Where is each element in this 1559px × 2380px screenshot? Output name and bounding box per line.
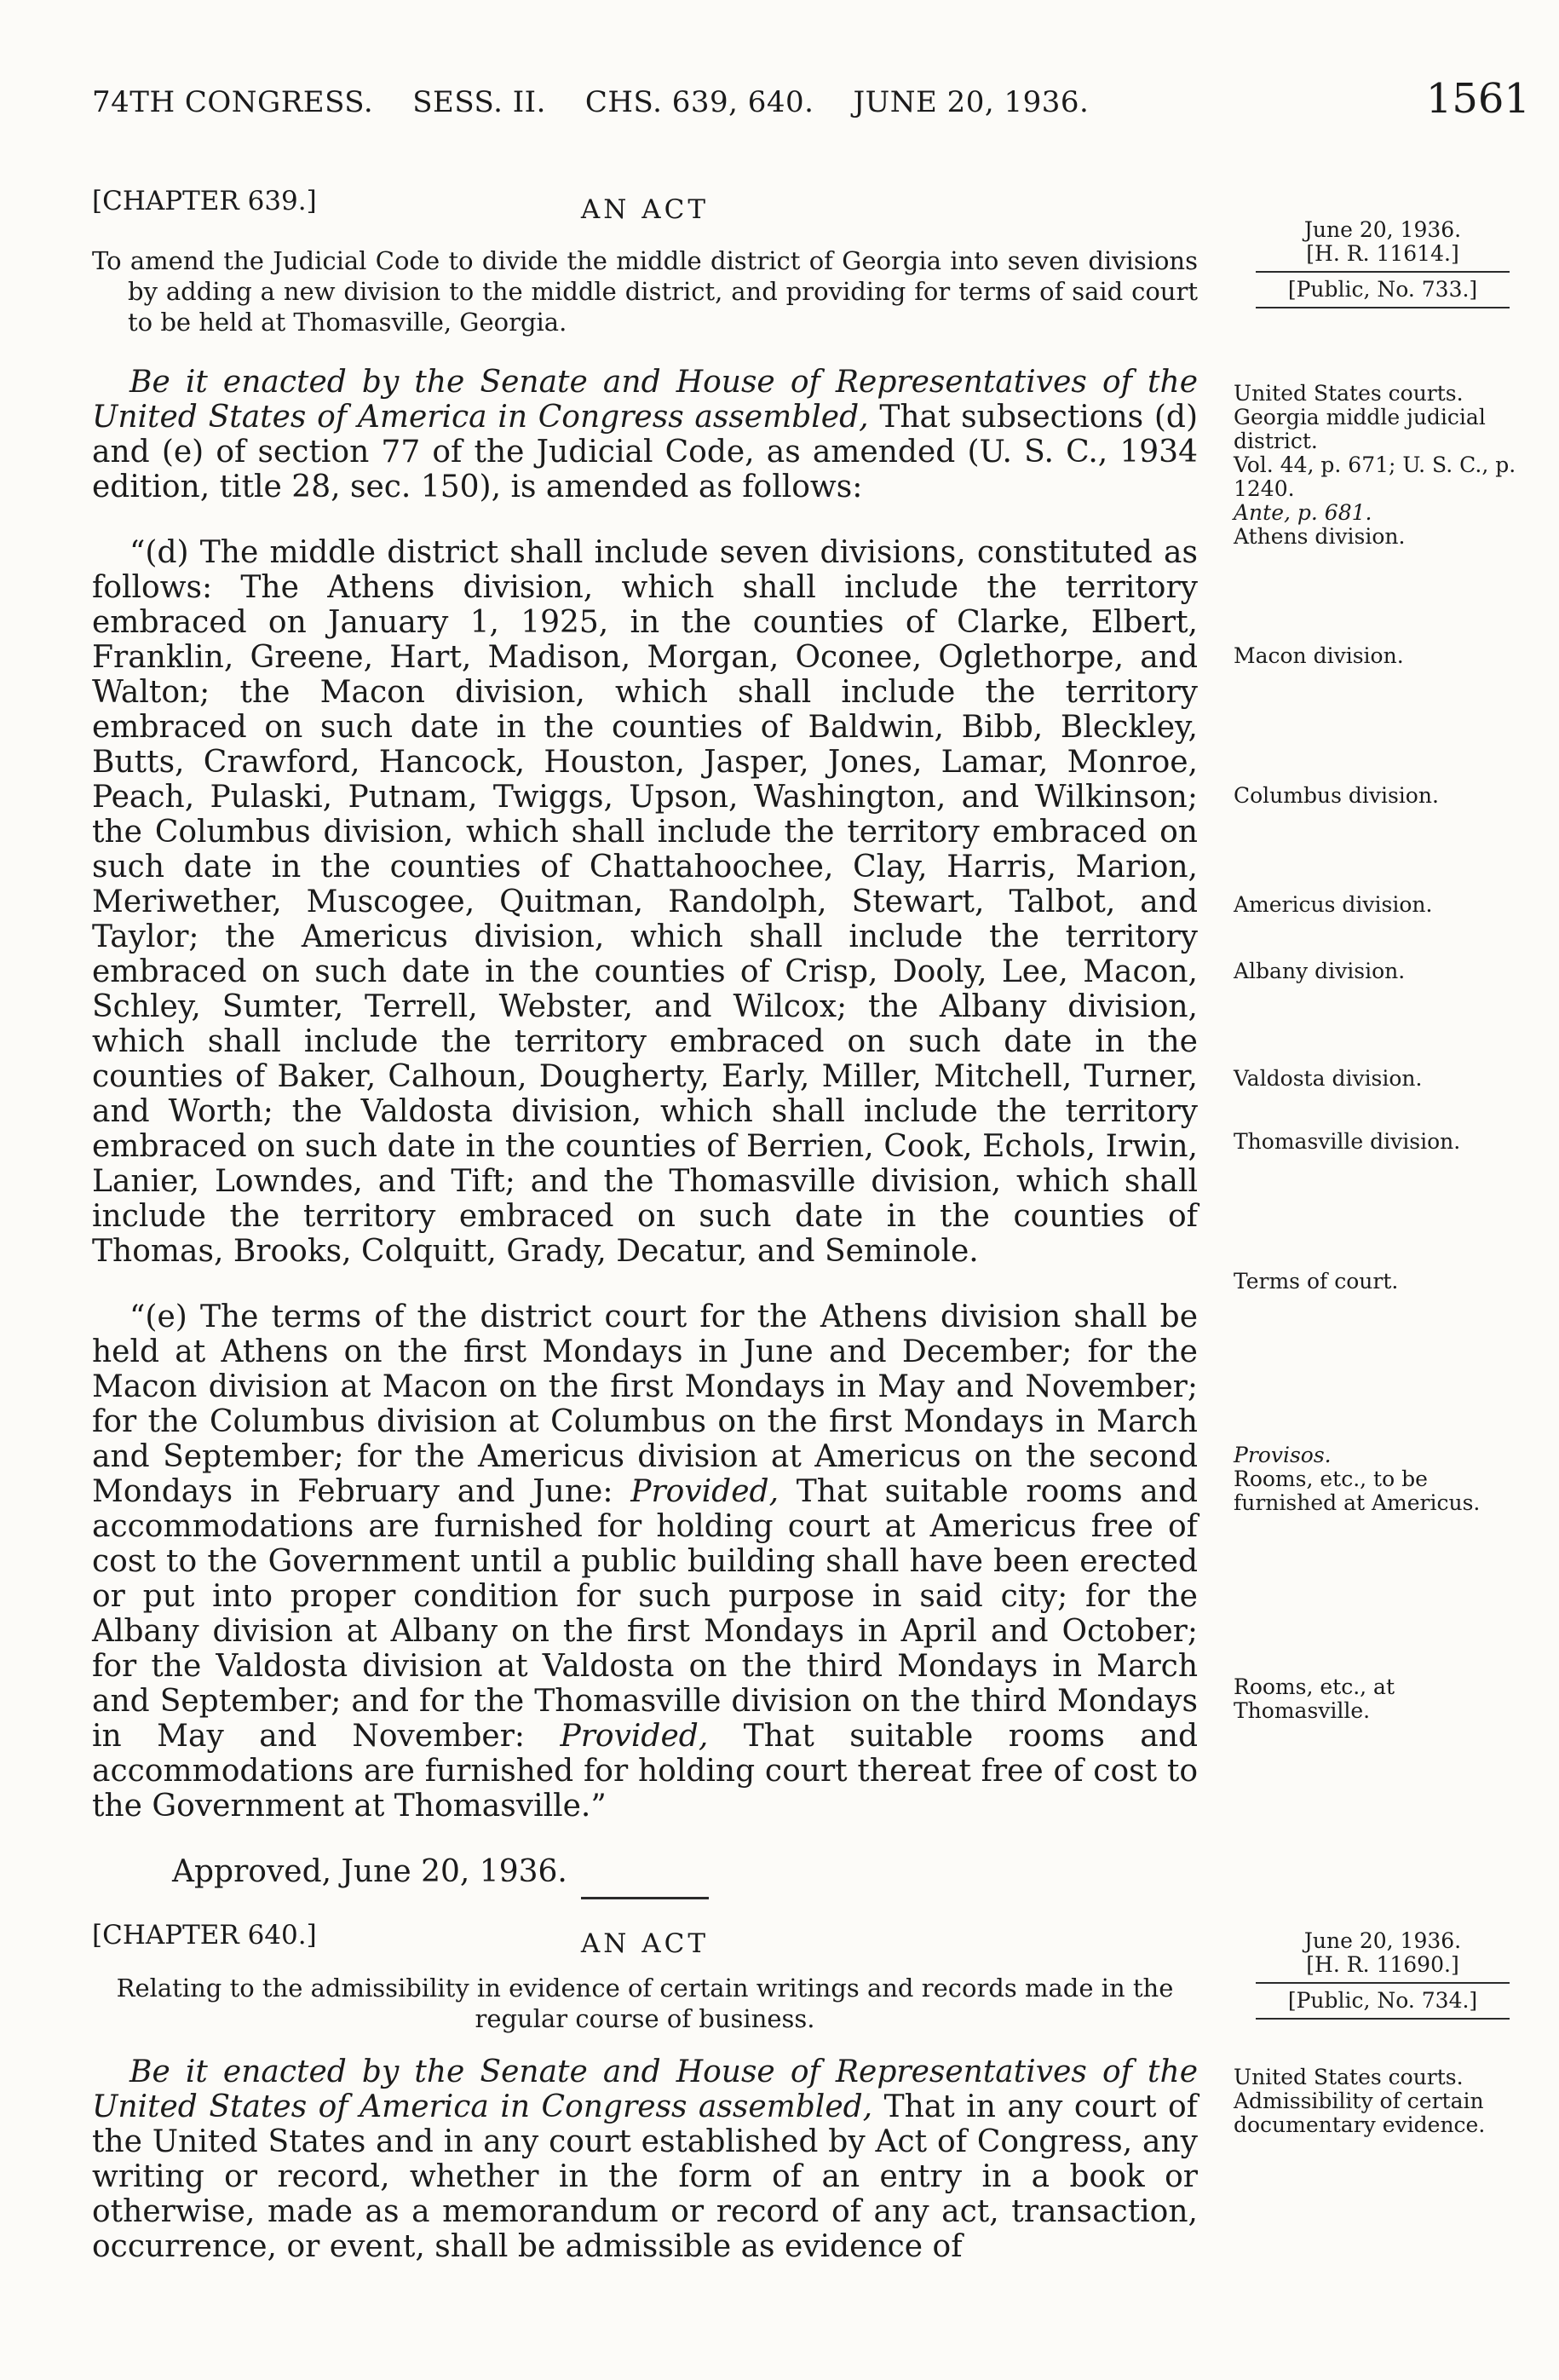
page-header-line bbox=[92, 85, 1532, 119]
subsection-e-part1: “(e) The terms of the district court for the Athens division shall be held at Athens on the first Mondays in June and December; for the Macon division at Macon on the first Mondays in May and November; for the Columbus division at Columbus on the first Mondays in March and September; for the Americus division at Americus on the second Mondays in February and June: bbox=[92, 1299, 1198, 1509]
preamble-640: Relating to the admissibility in evidence of certain writings and records made in the regular course of business. bbox=[116, 1974, 1174, 2033]
preamble-639: To amend the Judicial Code to divide the middle district of Georgia into seven divisions by adding a new division to the middle district, and providing for terms of said court to be held at Thomasville, Georgia. bbox=[92, 246, 1198, 337]
margin-note-albany-division: Albany division. bbox=[1234, 959, 1406, 983]
margin-note-columbus-division: Columbus division. bbox=[1234, 783, 1439, 808]
margin-date-639: June 20, 1936. bbox=[1303, 217, 1462, 242]
margin-date-640: June 20, 1936. bbox=[1303, 1928, 1462, 1953]
margin-provisos-block bbox=[1234, 1444, 1532, 1515]
header-session: SESS. II. bbox=[412, 85, 546, 119]
chapter-label-639: [CHAPTER 639.] bbox=[92, 186, 317, 216]
enacting-italic-639: Be it enacted by the Senate and House of Representatives of the United States of America in Congress assembled, bbox=[92, 365, 1198, 435]
margin-note-us-courts-640: United States courts. bbox=[1234, 2065, 1464, 2089]
margin-note-terms-of-court: Terms of court. bbox=[1234, 1269, 1399, 1294]
chapter-640-section bbox=[92, 1897, 1198, 2295]
margin-rule bbox=[1256, 2018, 1510, 2020]
enacting-clause-639 bbox=[92, 365, 1198, 504]
margin-note-athens-division: Athens division. bbox=[1234, 524, 1406, 549]
margin-note-provisos: Provisos. bbox=[1234, 1443, 1332, 1467]
margin-bill-640: [H. R. 11690.] bbox=[1306, 1952, 1459, 1977]
margin-rule bbox=[1256, 307, 1510, 308]
margin-note-admissibility: Admissibility of certain documentary evidence. bbox=[1234, 2089, 1486, 2137]
enacting-italic-640: Be it enacted by the Senate and House of Representatives of the United States of America in Congress assembled, bbox=[92, 2054, 1198, 2124]
margin-note-vol-ref: Vol. 44, p. 671; U. S. C., p. 1240. bbox=[1234, 452, 1516, 501]
enacting-clause-640 bbox=[92, 2054, 1198, 2264]
margin-date-block-639 bbox=[1234, 218, 1532, 314]
margin-note-rooms-thomasville: Rooms, etc., at Thomasville. bbox=[1234, 1674, 1395, 1723]
chapter-label-640: [CHAPTER 640.] bbox=[92, 1920, 317, 1951]
margin-note-us-courts-639: United States courts. bbox=[1234, 381, 1464, 406]
page-number: 1561 bbox=[1425, 75, 1530, 123]
margin-rule bbox=[1256, 271, 1510, 273]
margin-date-block-640 bbox=[1234, 1929, 1532, 2025]
approved-line-639: Approved, June 20, 1936. bbox=[172, 1854, 567, 1889]
margin-note-rooms-americus: Rooms, etc., to be furnished at Americus. bbox=[1234, 1467, 1481, 1515]
act-heading-640: AN ACT bbox=[580, 1928, 710, 1959]
subsection-e-part3: That suitable rooms and accommodations are furnished for holding court thereat free of cost to the Government at Thomasville.” bbox=[92, 1719, 1198, 1824]
page-header bbox=[92, 75, 1532, 140]
proviso-1: Provided, bbox=[630, 1474, 780, 1509]
chapter-639-heading bbox=[92, 181, 1198, 225]
enacting-rest-639: That subsections (d) and (e) of section 77 of the Judicial Code, as amended (U. S. C., 1934 edition, title 28, sec. 150), is amended as follows: bbox=[92, 400, 1198, 504]
margin-rule bbox=[1256, 1982, 1510, 1984]
header-date: JUNE 20, 1936. bbox=[853, 85, 1090, 119]
margin-ref-block-639 bbox=[1234, 382, 1532, 549]
act-heading-639: AN ACT bbox=[580, 194, 710, 225]
margin-bill-639: [H. R. 11614.] bbox=[1306, 241, 1459, 266]
chapter-639-section bbox=[92, 181, 1198, 1920]
subsection-e-part2: That suitable rooms and accommodations are furnished for holding court at Americus free of cost to the Government until a public building shall have been erected or put into proper condition for such purpose in said city; for the Albany division at Albany on the first Mondays in April and October; for the Valdosta division at Valdosta on the third Mondays in March and September; and for the Thomasville division on the third Mondays in May and November: bbox=[92, 1474, 1198, 1754]
subsection-d: “(d) The middle district shall include seven divisions, constituted as follows: The Athens division, which shall include the territory embraced on January 1, 1925, in the counties of Clarke, Elbert, Franklin, Greene, Hart, Madison, Morgan, Oconee, Oglethorpe, and Walton; the Macon division, which shall include the territory embraced on such date in the counties of Baldwin, Bibb, Bleckley, Butts, Crawford, Hancock, Houston, Jasper, Jones, Lamar, Monroe, Peach, Pulaski, Putnam, Twiggs, Upson, Washington, and Wilkinson; the Columbus division, which shall include the territory embraced on such date in the counties of Chattahoochee, Clay, Harris, Marion, Meriwether, Muscogee, Quitman, Randolph, Stewart, Talbot, and Taylor; the Americus division, which shall include the territory embraced on such date in the counties of Crisp, Dooly, Lee, Macon, Schley, Sumter, Terrell, Webster, and Wilcox; the Albany division, which shall include the territory embraced on such date in the counties of Baker, Calhoun, Dougherty, Early, Miller, Mitchell, Turner, and Worth; the Valdosta division, which shall include the territory embraced on such date in the counties of Berrien, Cook, Echols, Irwin, Lanier, Lowndes, and Tift; and the Thomasville division, which shall include the territory embraced on such date in the counties of Thomas, Brooks, Colquitt, Grady, Decatur, and Seminole. bbox=[92, 535, 1198, 1269]
margin-ref-block-640 bbox=[1234, 2066, 1532, 2137]
margin-note-americus-division: Americus division. bbox=[1234, 892, 1433, 917]
section-divider bbox=[581, 1897, 709, 1899]
margin-note-thomasville-division: Thomasville division. bbox=[1234, 1129, 1461, 1154]
header-chapters: CHS. 639, 640. bbox=[584, 85, 814, 119]
margin-public-640: [Public, No. 734.] bbox=[1287, 1988, 1478, 2013]
margin-note-georgia-district: Georgia middle judicial district. bbox=[1234, 405, 1486, 453]
margin-note-valdosta-division: Valdosta division. bbox=[1234, 1066, 1423, 1091]
margin-note-macon-division: Macon division. bbox=[1234, 643, 1404, 668]
margin-note-ante-ref: Ante, p. 681. bbox=[1234, 500, 1372, 525]
chapter-640-heading bbox=[92, 1915, 1198, 1959]
header-congress: 74TH CONGRESS. bbox=[92, 85, 374, 119]
margin-public-639: [Public, No. 733.] bbox=[1287, 277, 1478, 302]
proviso-2: Provided, bbox=[560, 1719, 709, 1754]
subsection-e bbox=[92, 1299, 1198, 1824]
enacting-rest-640: That in any court of the United States and in any court established by Act of Congress, any writing or record, whether in the form of an entry in a book or otherwise, made as a memorandum or record of any act, transaction, occurrence, or event, shall be admissible as evidence of bbox=[92, 2089, 1198, 2264]
